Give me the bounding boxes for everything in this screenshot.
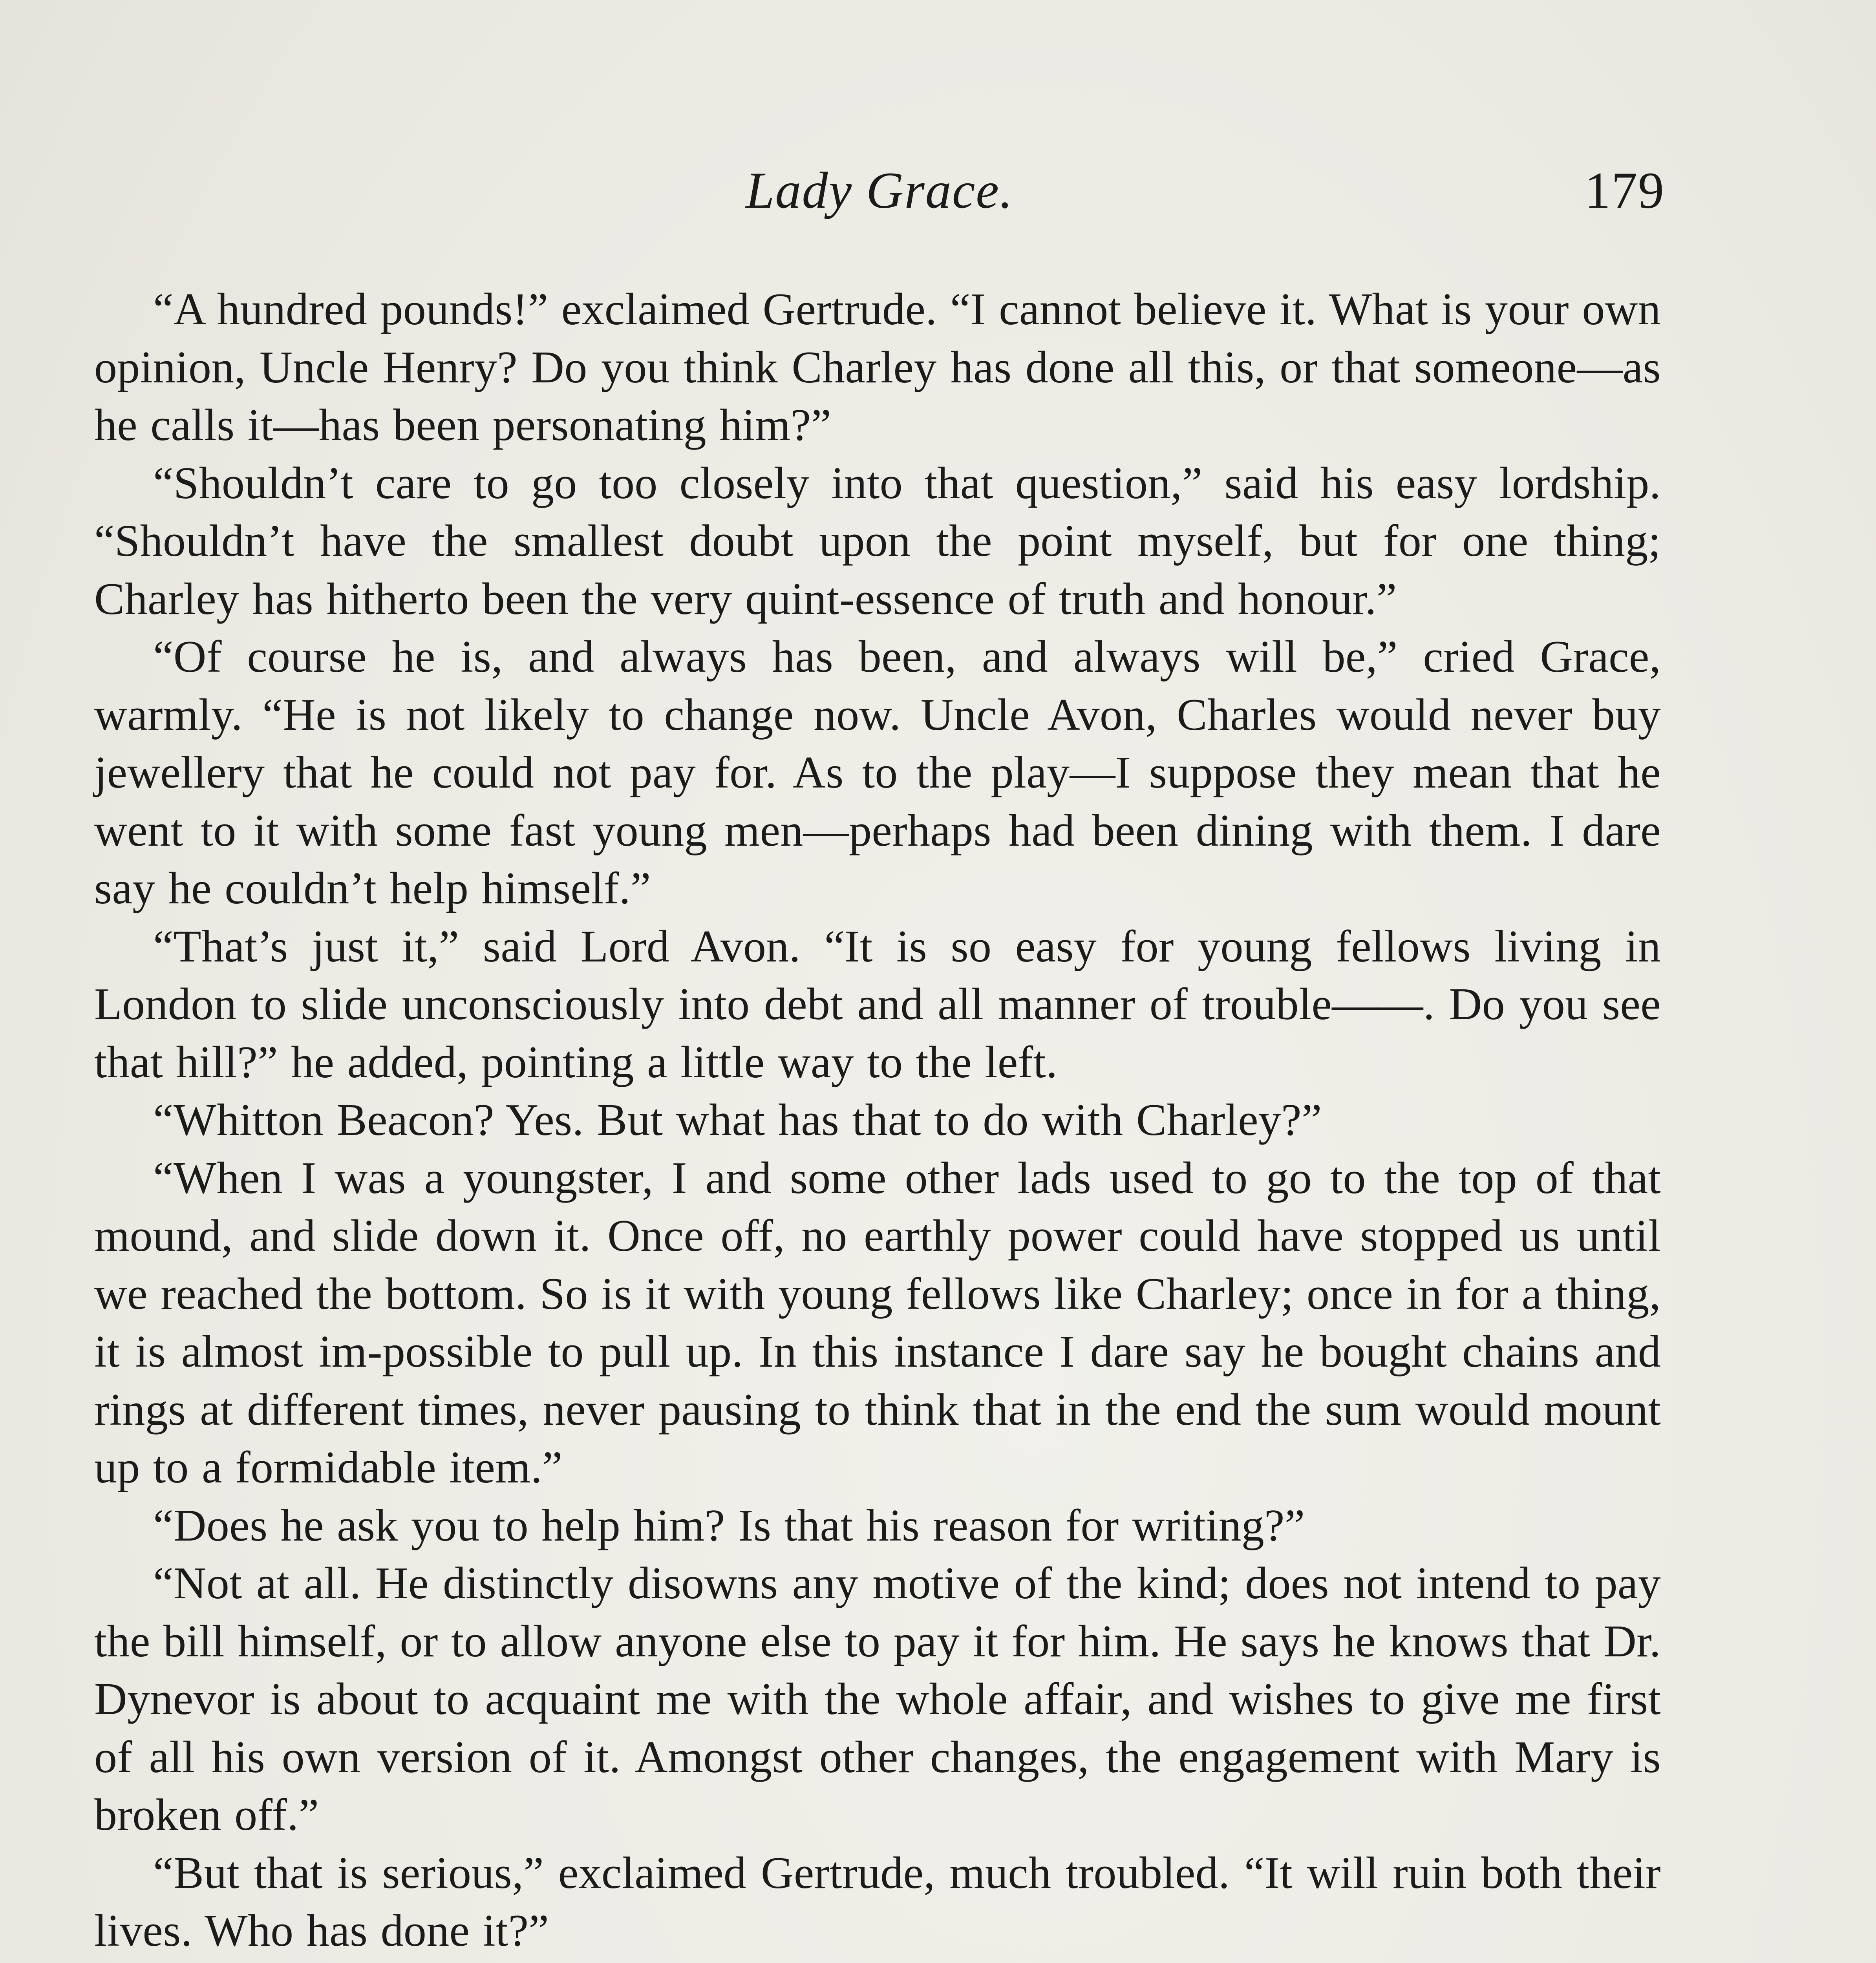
page-header (94, 159, 1665, 238)
paragraph: “But that is serious,” exclaimed Gertrude, much troubled. “It will ruin both their lives. Who has done it?” (94, 1848, 1661, 1956)
paragraph: “Whitton Beacon? Yes. But what has that to do with Charley?” (153, 1095, 1322, 1145)
running-title: Lady Grace. (746, 161, 1013, 219)
paragraph (94, 1960, 1661, 1963)
page-number: 179 (1585, 161, 1665, 219)
paragraph: “Not at all. He distinctly disowns any motive of the kind; does not intend to pay the bill himself, or to allow anyone else to pay it for him. He says he knows that Dr. Dynevor is about to acquaint me with the whole affair, and wishes to give me first of all his own version of it. Amongst other changes, the engagement with Mary is broken off.” (94, 1558, 1661, 1840)
paragraph: “Does he ask you to help him? Is that his reason for writing?” (153, 1500, 1305, 1551)
paragraph: “A hundred pounds!” exclaimed Gertrude. “I cannot believe it. What is your own opinion, Uncle Henry? Do you think Charley has done all this, or that someone—as he calls it—has been personating him?” (94, 284, 1661, 450)
paragraph: “Shouldn’t care to go too closely into that question,” said his easy lordship. “Shouldn’t have the smallest doubt upon the point myself, but for one thing; Charley has hitherto been the very quint-essence of truth and honour.” (94, 458, 1661, 624)
paragraph: “Of course he is, and always has been, and always will be,” cried Grace, warmly. “He is not likely to change now. Uncle Avon, Charles would never buy jewellery that he could not pay for. As to the play—I suppose they mean that he went to it with some fast young men—perhaps had been dining with them. I dare say he couldn’t help himself.” (94, 632, 1661, 914)
body-text (94, 281, 1661, 1963)
paragraph: “When I was a youngster, I and some other lads used to go to the top of that mound, and slide down it. Once off, no earthly power could have stopped us until we reached the bottom. So is it with young fellows like Charley; once in for a thing, it is almost im-possible to pull up. In this instance I dare say he bought chains and rings at different times, never pausing to think that in the end the sum would mount up to a formidable item.” (94, 1153, 1661, 1493)
paragraph: “That’s just it,” said Lord Avon. “It is so easy for young fellows living in London to slide unconsciously into debt and all manner of trouble——. Do you see that hill?” he added, pointing a little way to the left. (94, 921, 1661, 1088)
